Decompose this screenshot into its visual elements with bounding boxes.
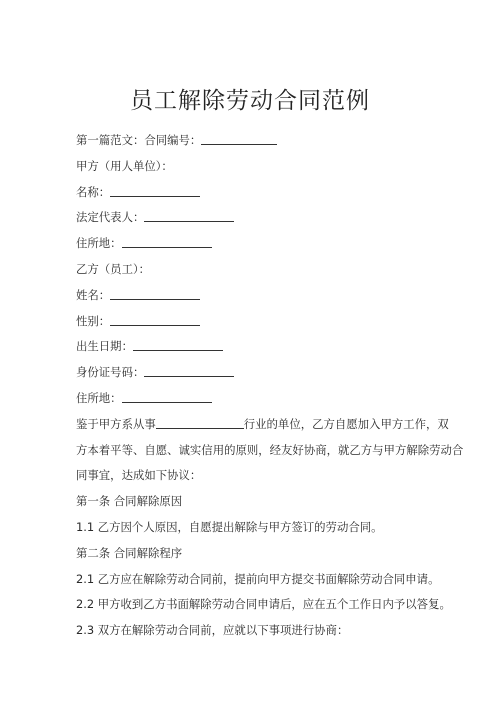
legal-rep-line: [76, 205, 428, 231]
document-title: 员工解除劳动合同范例: [130, 88, 370, 114]
article-1-heading: 第一条 合同解除原因: [76, 494, 183, 509]
clause-2-3: 2.3 双方在解除劳动合同前，应就以下事项进行协商：: [76, 623, 349, 638]
party-b-address-label: 住所地：: [76, 390, 122, 405]
gender-blank: [110, 310, 200, 326]
preamble-text-b: 行业的单位，乙方自愿加入甲方工作，双: [243, 416, 449, 431]
party-a-address-blank: [122, 232, 212, 248]
preamble-line-3: 同事宜，达成如下协议：: [76, 468, 202, 483]
industry-blank: [156, 413, 244, 429]
clause-2-1: 2.1 乙方应在解除劳动合同前，提前向甲方提交书面解除劳动合同申请。: [76, 571, 440, 586]
id-number-line: [76, 360, 428, 386]
gender-label: 性别：: [76, 313, 111, 328]
legal-rep-label: 法定代表人：: [76, 210, 145, 225]
birth-date-label: 出生日期：: [76, 339, 133, 354]
preamble-text-a: 鉴于甲方系从事: [76, 416, 156, 431]
document-body: [76, 128, 464, 644]
party-a-name-label: 名称：: [76, 184, 111, 199]
party-b-address-line: [76, 386, 428, 412]
birth-date-line: [76, 334, 428, 360]
id-number-label: 身份证号码：: [76, 365, 145, 380]
gender-line: [76, 309, 428, 335]
party-b-heading: 乙方（员工）：: [76, 261, 151, 276]
preamble-line-2: 方本着平等、自愿、诚实信用的原则，经友好协商，就乙方与甲方解除劳动合: [76, 442, 464, 457]
contract-number-label: 第一篇范文：合同编号：: [76, 133, 202, 147]
legal-rep-blank: [144, 206, 234, 222]
party-a-address-line: [76, 231, 428, 257]
preamble-line-1: [76, 412, 449, 438]
party-a-name-line: [76, 180, 428, 206]
contract-number-blank: [201, 129, 277, 145]
clause-1-1: 1.1 乙方因个人原因，自愿提出解除与甲方签订的劳动合同。: [76, 519, 383, 534]
party-b-name-label: 姓名：: [76, 287, 111, 302]
clause-2-2: 2.2 甲方收到乙方书面解除劳动合同申请后，应在五个工作日内予以答复。: [76, 597, 451, 612]
party-a-name-blank: [110, 181, 200, 197]
contract-number-line: [76, 128, 428, 154]
birth-date-blank: [133, 335, 223, 351]
party-a-heading: 甲方（用人单位）：: [76, 158, 173, 173]
party-b-name-line: [76, 283, 428, 309]
party-a-address-label: 住所地：: [76, 236, 122, 251]
party-b-name-blank: [110, 284, 200, 300]
article-2-heading: 第二条 合同解除程序: [76, 545, 183, 560]
party-b-address-blank: [122, 387, 212, 403]
id-number-blank: [144, 361, 234, 377]
